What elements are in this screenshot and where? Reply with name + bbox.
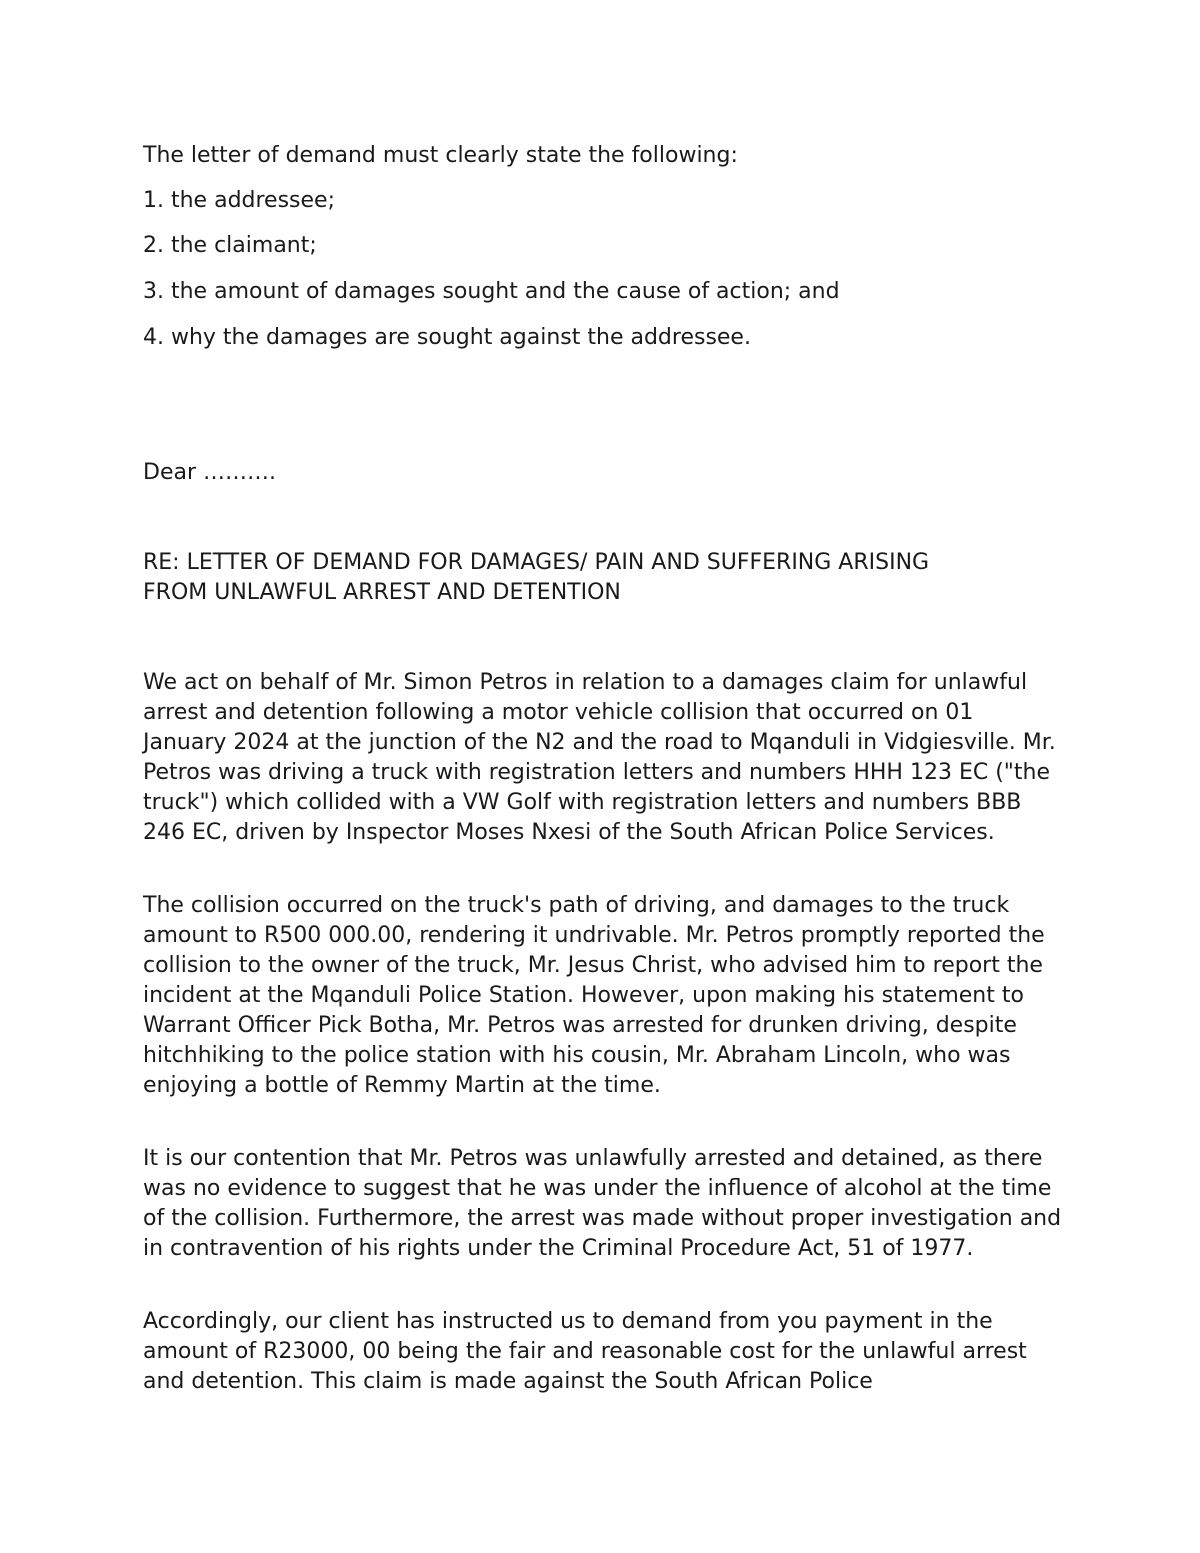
requirement-item-addressee: 1. the addressee;: [143, 188, 335, 213]
requirement-item-damages: 3. the amount of damages sought and the cause of action; and: [143, 279, 840, 304]
subject-line-2: FROM UNLAWFUL ARREST AND DETENTION: [143, 580, 621, 605]
subject-line-1: RE: LETTER OF DEMAND FOR DAMAGES/ PAIN AND SUFFERING ARISING: [143, 550, 930, 575]
body-paragraph-intro: We act on behalf of Mr. Simon Petros in relation to a damages claim for unlawful arrest and detention following a motor vehicle collision that occurred on 01 January 2024 at the junction of the N2 and the road to Mqanduli in Vidgiesville. Mr. Petros was driving a truck with registration letters and numbers HHH 123 EC ("the truck") which collided with a VW Golf with registration letters and numbers BBB 246 EC, driven by Inspector Moses Nxesi of the South African Police Services.: [143, 670, 1056, 845]
requirement-item-reason: 4. why the damages are sought against the addressee.: [143, 325, 751, 350]
salutation: Dear ……….: [143, 460, 276, 485]
intro-heading: The letter of demand must clearly state the following:: [143, 143, 738, 168]
requirement-item-claimant: 2. the claimant;: [143, 233, 317, 258]
body-paragraph-collision: The collision occurred on the truck's path of driving, and damages to the truck amount to R500 000.00, rendering it undrivable. Mr. Petros promptly reported the collision to the owner of the truck, Mr. Jesus Christ, who advised him to report the incident at the Mqanduli Police Station. However, upon making his statement to Warrant Officer Pick Botha, Mr. Petros was arrested for drunken driving, despite hitchhiking to the police station with his cousin, Mr. Abraham Lincoln, who was enjoying a bottle of Remmy Martin at the time.: [143, 893, 1045, 1098]
body-paragraph-contention: It is our contention that Mr. Petros was unlawfully arrested and detained, as there was no evidence to suggest that he was under the influence of alcohol at the time of the collision. Furthermore, the arrest was made without proper investigation and in contravention of his rights under the Criminal Procedure Act, 51 of 1977.: [143, 1146, 1062, 1261]
subject-line: [143, 548, 1063, 608]
body-paragraph-demand: Accordingly, our client has instructed us to demand from you payment in the amount of R23000, 00 being the fair and reasonable cost for the unlawful arrest and detention. This claim is made against the South African Police: [143, 1309, 1027, 1394]
